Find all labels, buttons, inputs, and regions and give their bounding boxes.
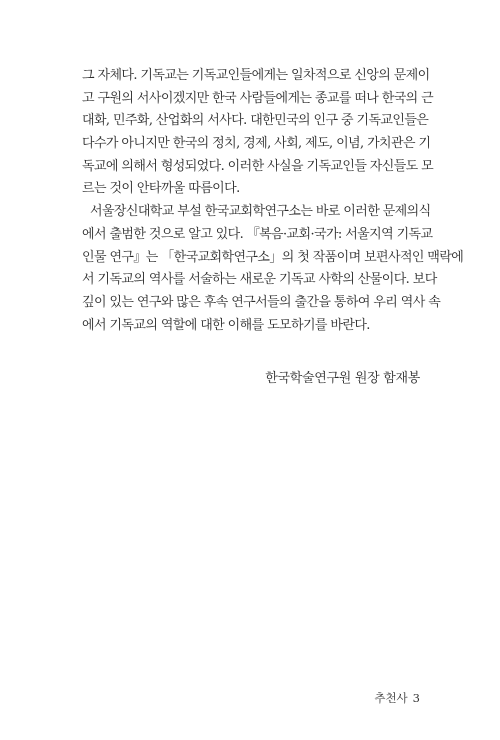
text-line: 대화, 민주화, 산업화의 서사다. 대한민국의 인구 중 기독교인들은 [82, 113, 429, 129]
paragraph-2 [82, 201, 464, 337]
page-number: 3 [412, 691, 420, 705]
paragraph-1 [82, 65, 434, 201]
text-line: 다수가 아니지만 한국의 정치, 경제, 사회, 제도, 이념, 가치관은 기 [82, 136, 431, 152]
footer-section-title: 추천사 [374, 691, 408, 705]
text-line: 인물 연구』는 「한국교회학연구소」의 첫 작품이며 보편사적인 맥락에 [82, 249, 464, 265]
text-line: 독교에 의해서 형성되었다. 이러한 사실을 기독교인들 자신들도 모 [82, 158, 434, 174]
text-line: 에서 출범한 것으로 알고 있다. 『복음·교회·국가: 서울지역 기독교 [82, 226, 433, 242]
text-line: 서 기독교의 역사를 서술하는 새로운 기독교 사학의 산물이다. 보다 [82, 272, 437, 288]
page-footer [374, 690, 420, 706]
text-line: 깊이 있는 연구와 많은 후속 연구서들의 출간을 통하여 우리 역사 속 [82, 294, 441, 310]
text-line: 고 구원의 서사이겠지만 한국 사람들에게는 종교를 떠나 한국의 근 [82, 90, 434, 106]
text-line: 르는 것이 안타까울 따름이다. [82, 181, 240, 197]
text-line: 서울장신대학교 부설 한국교회학연구소는 바로 이러한 문제의식 [90, 204, 431, 220]
text-line: 에서 기독교의 역할에 대한 이해를 도모하기를 바란다. [82, 317, 370, 333]
author-signature: 한국학술연구원 원장 함재봉 [265, 371, 420, 386]
body-text [82, 65, 464, 337]
text-line: 그 자체다. 기독교는 기독교인들에게는 일차적으로 신앙의 문제이 [82, 68, 430, 83]
